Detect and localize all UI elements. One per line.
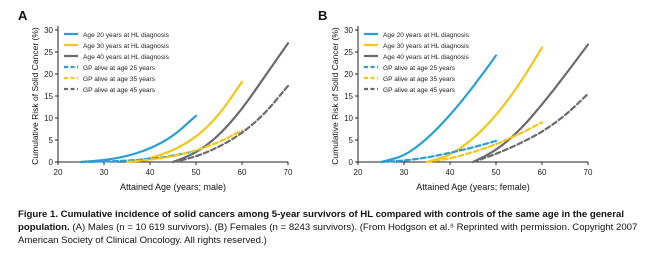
panel-a-y-tick-label: 25	[44, 48, 53, 57]
panel-a-x-tick-label: 20	[53, 168, 63, 177]
panel-b-legend-label-4: GP alive at age 25 years	[383, 65, 456, 72]
panel-a-legend-label-6: GP alive at age 45 years	[83, 87, 156, 94]
panel-a-legend-label-2: Age 30 years at HL diagnosis	[83, 43, 169, 50]
panel-a-y-tick-label: 0	[48, 158, 53, 167]
panel-a-y-tick-label: 10	[44, 114, 53, 123]
panel-b-legend-label-1: Age 20 years at HL diagnosis	[383, 32, 469, 39]
panel-a-legend-label-1: Age 20 years at HL diagnosis	[83, 32, 169, 39]
panel-b-label: B	[318, 8, 328, 23]
panel-b-legend-label-2: Age 30 years at HL diagnosis	[383, 43, 469, 50]
panel-b-legend-label-3: Age 40 years at HL diagnosis	[383, 54, 469, 61]
panel-b-y-tick-label: 10	[344, 114, 353, 123]
panel-b-legend-label-5: GP alive at age 35 years	[383, 76, 456, 83]
panel-b-x-tick-label: 20	[353, 168, 363, 177]
panel-a-legend-label-4: GP alive at age 25 years	[83, 65, 156, 72]
panel-b-y-tick-label: 5	[348, 136, 353, 145]
panel-b-x-axis-label: Attained Age (years; female)	[416, 182, 530, 192]
panel-a-svg	[0, 0, 300, 205]
panel-b-legend-label-6: GP alive at age 45 years	[383, 87, 456, 94]
panel-b-y-axis-label: Cumulative Risk of Solid Cancer (%)	[330, 27, 340, 165]
panel-b-y-tick-label: 0	[348, 158, 353, 167]
panel-b-y-tick-label: 20	[344, 70, 353, 79]
panel-b-chart	[300, 0, 600, 210]
panel-a-y-tick-label: 5	[48, 136, 53, 145]
panel-b-x-tick-label: 50	[491, 168, 501, 177]
panel-b-x-tick-label: 40	[445, 168, 455, 177]
panel-a-x-tick-label: 30	[99, 168, 109, 177]
panel-a-legend-label-5: GP alive at age 35 years	[83, 76, 156, 83]
panel-b-x-tick-label: 30	[399, 168, 409, 177]
panel-a-y-tick-label: 15	[44, 92, 53, 101]
panel-a-y-axis-label: Cumulative Risk of Solid Cancer (%)	[30, 27, 40, 165]
panel-a-y-tick-label: 30	[44, 26, 53, 35]
panel-b-y-tick-label: 30	[344, 26, 353, 35]
panel-a-x-tick-label: 70	[283, 168, 293, 177]
panel-a-y-tick-label: 20	[44, 70, 53, 79]
panel-a-legend-label-3: Age 40 years at HL diagnosis	[83, 54, 169, 61]
panel-a-x-tick-label: 60	[237, 168, 247, 177]
panel-a-chart	[0, 0, 300, 210]
caption-title: Figure 1. Cumulative incidence of solid cancers among 5-year survivors of HL compared with controls of the same age in the general population.	[18, 209, 624, 233]
panel-b-y-tick-label: 25	[344, 48, 353, 57]
panel-a-x-tick-label: 50	[191, 168, 201, 177]
panel-b-x-tick-label: 60	[537, 168, 547, 177]
panel-a-x-tick-label: 40	[145, 168, 155, 177]
panel-a-x-axis-label: Attained Age (years; male)	[119, 182, 227, 192]
panel-a-series-line-3	[173, 43, 288, 162]
caption-text: (A) Males (n = 10 619 survivors). (B) Females (n = 8243 survivors). (From Hodgson et al.⁸ Reprinted with permission. Copyright 2007 American Society of Clinical Oncology. All rights reserved.)	[18, 222, 638, 246]
panel-b-svg	[300, 0, 600, 205]
panel-a-label: A	[18, 8, 28, 23]
figure-caption	[18, 208, 668, 247]
panel-b-y-tick-label: 15	[344, 92, 353, 101]
panel-b-x-tick-label: 70	[583, 168, 593, 177]
